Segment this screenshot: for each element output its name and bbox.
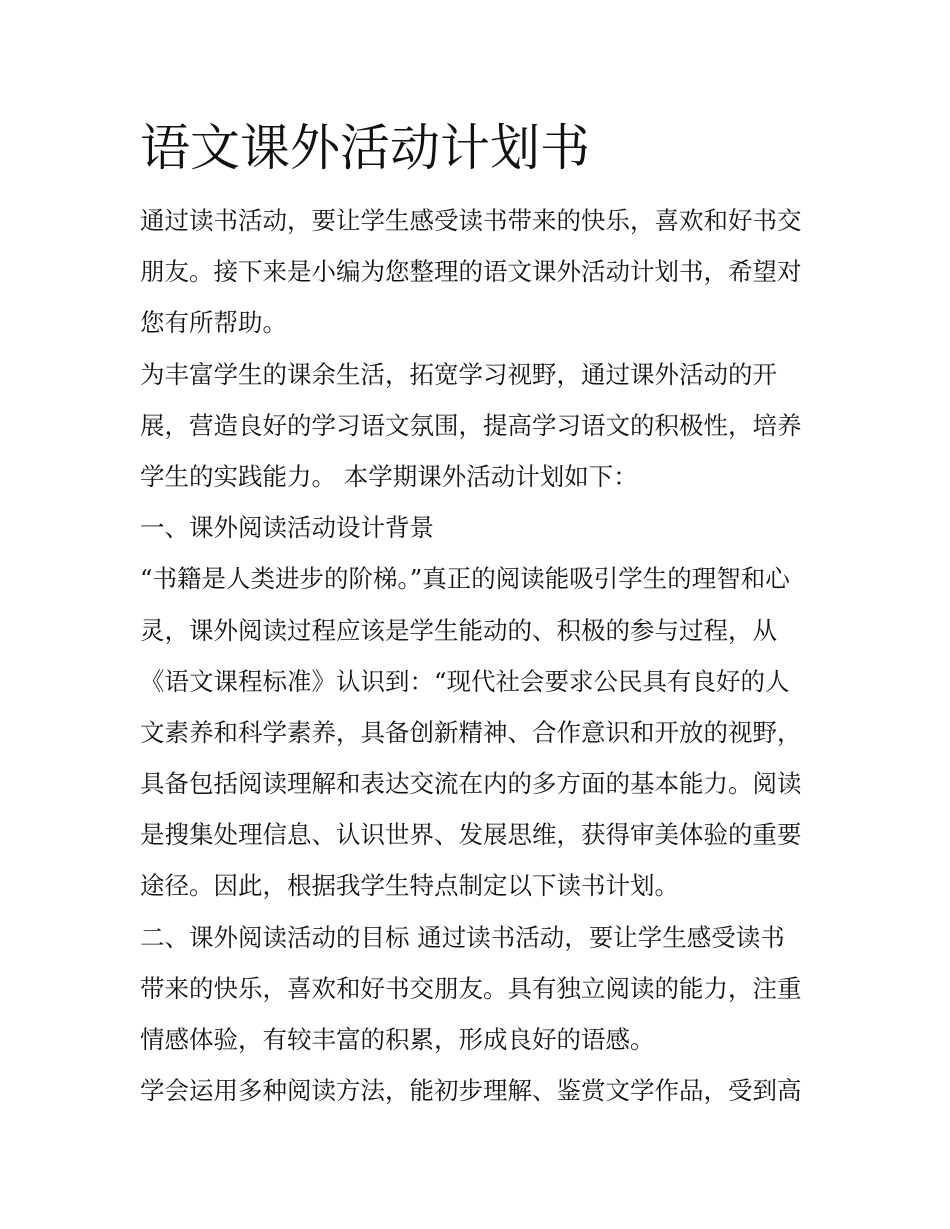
document-title: 语文课外活动计划书 [140, 119, 590, 177]
text-line: 灵，课外阅读过程应该是学生能动的、积极的参与过程，从 [140, 615, 777, 645]
text-line: 带来的快乐，喜欢和好书交朋友。具有独立阅读的能力，注重 [140, 973, 802, 1003]
text-line: 为丰富学生的课余生活，拓宽学习视野，通过课外活动的开 [140, 359, 777, 389]
section-heading: 二、课外阅读活动的目标 通过读书活动，要让学生感受读书 [140, 922, 785, 952]
text-line: 学会运用多种阅读方法，能初步理解、鉴赏文学作品，受到高 [140, 1076, 802, 1106]
section-heading: 一、课外阅读活动设计背景 [140, 513, 434, 543]
text-line: 朋友。接下来是小编为您整理的语文课外活动计划书，希望对 [140, 257, 802, 287]
text-line: 具备包括阅读理解和表达交流在内的多方面的基本能力。阅读 [140, 769, 802, 799]
text-line: 学生的实践能力。 本学期课外活动计划如下： [140, 461, 638, 491]
document-body [140, 195, 812, 1116]
text-line: “书籍是人类进步的阶梯。”真正的阅读能吸引学生的理智和心 [140, 564, 790, 594]
text-line: 是搜集处理信息、认识世界、发展思维，获得审美体验的重要 [140, 820, 802, 850]
text-line: 展，营造良好的学习语文氛围，提高学习语文的积极性，培养 [140, 410, 802, 440]
text-line: 文素养和科学素养，具备创新精神、合作意识和开放的视野， [140, 717, 802, 747]
text-line: 途径。因此，根据我学生特点制定以下读书计划。 [140, 871, 679, 901]
text-line: 通过读书活动，要让学生感受读书带来的快乐，喜欢和好书交 [140, 206, 802, 235]
text-line: 《语文课程标准》认识到：“现代社会要求公民具有良好的人 [140, 666, 790, 696]
text-line: 情感体验，有较丰富的积累，形成良好的语感。 [140, 1025, 655, 1054]
text-line: 您有所帮助。 [140, 308, 287, 338]
